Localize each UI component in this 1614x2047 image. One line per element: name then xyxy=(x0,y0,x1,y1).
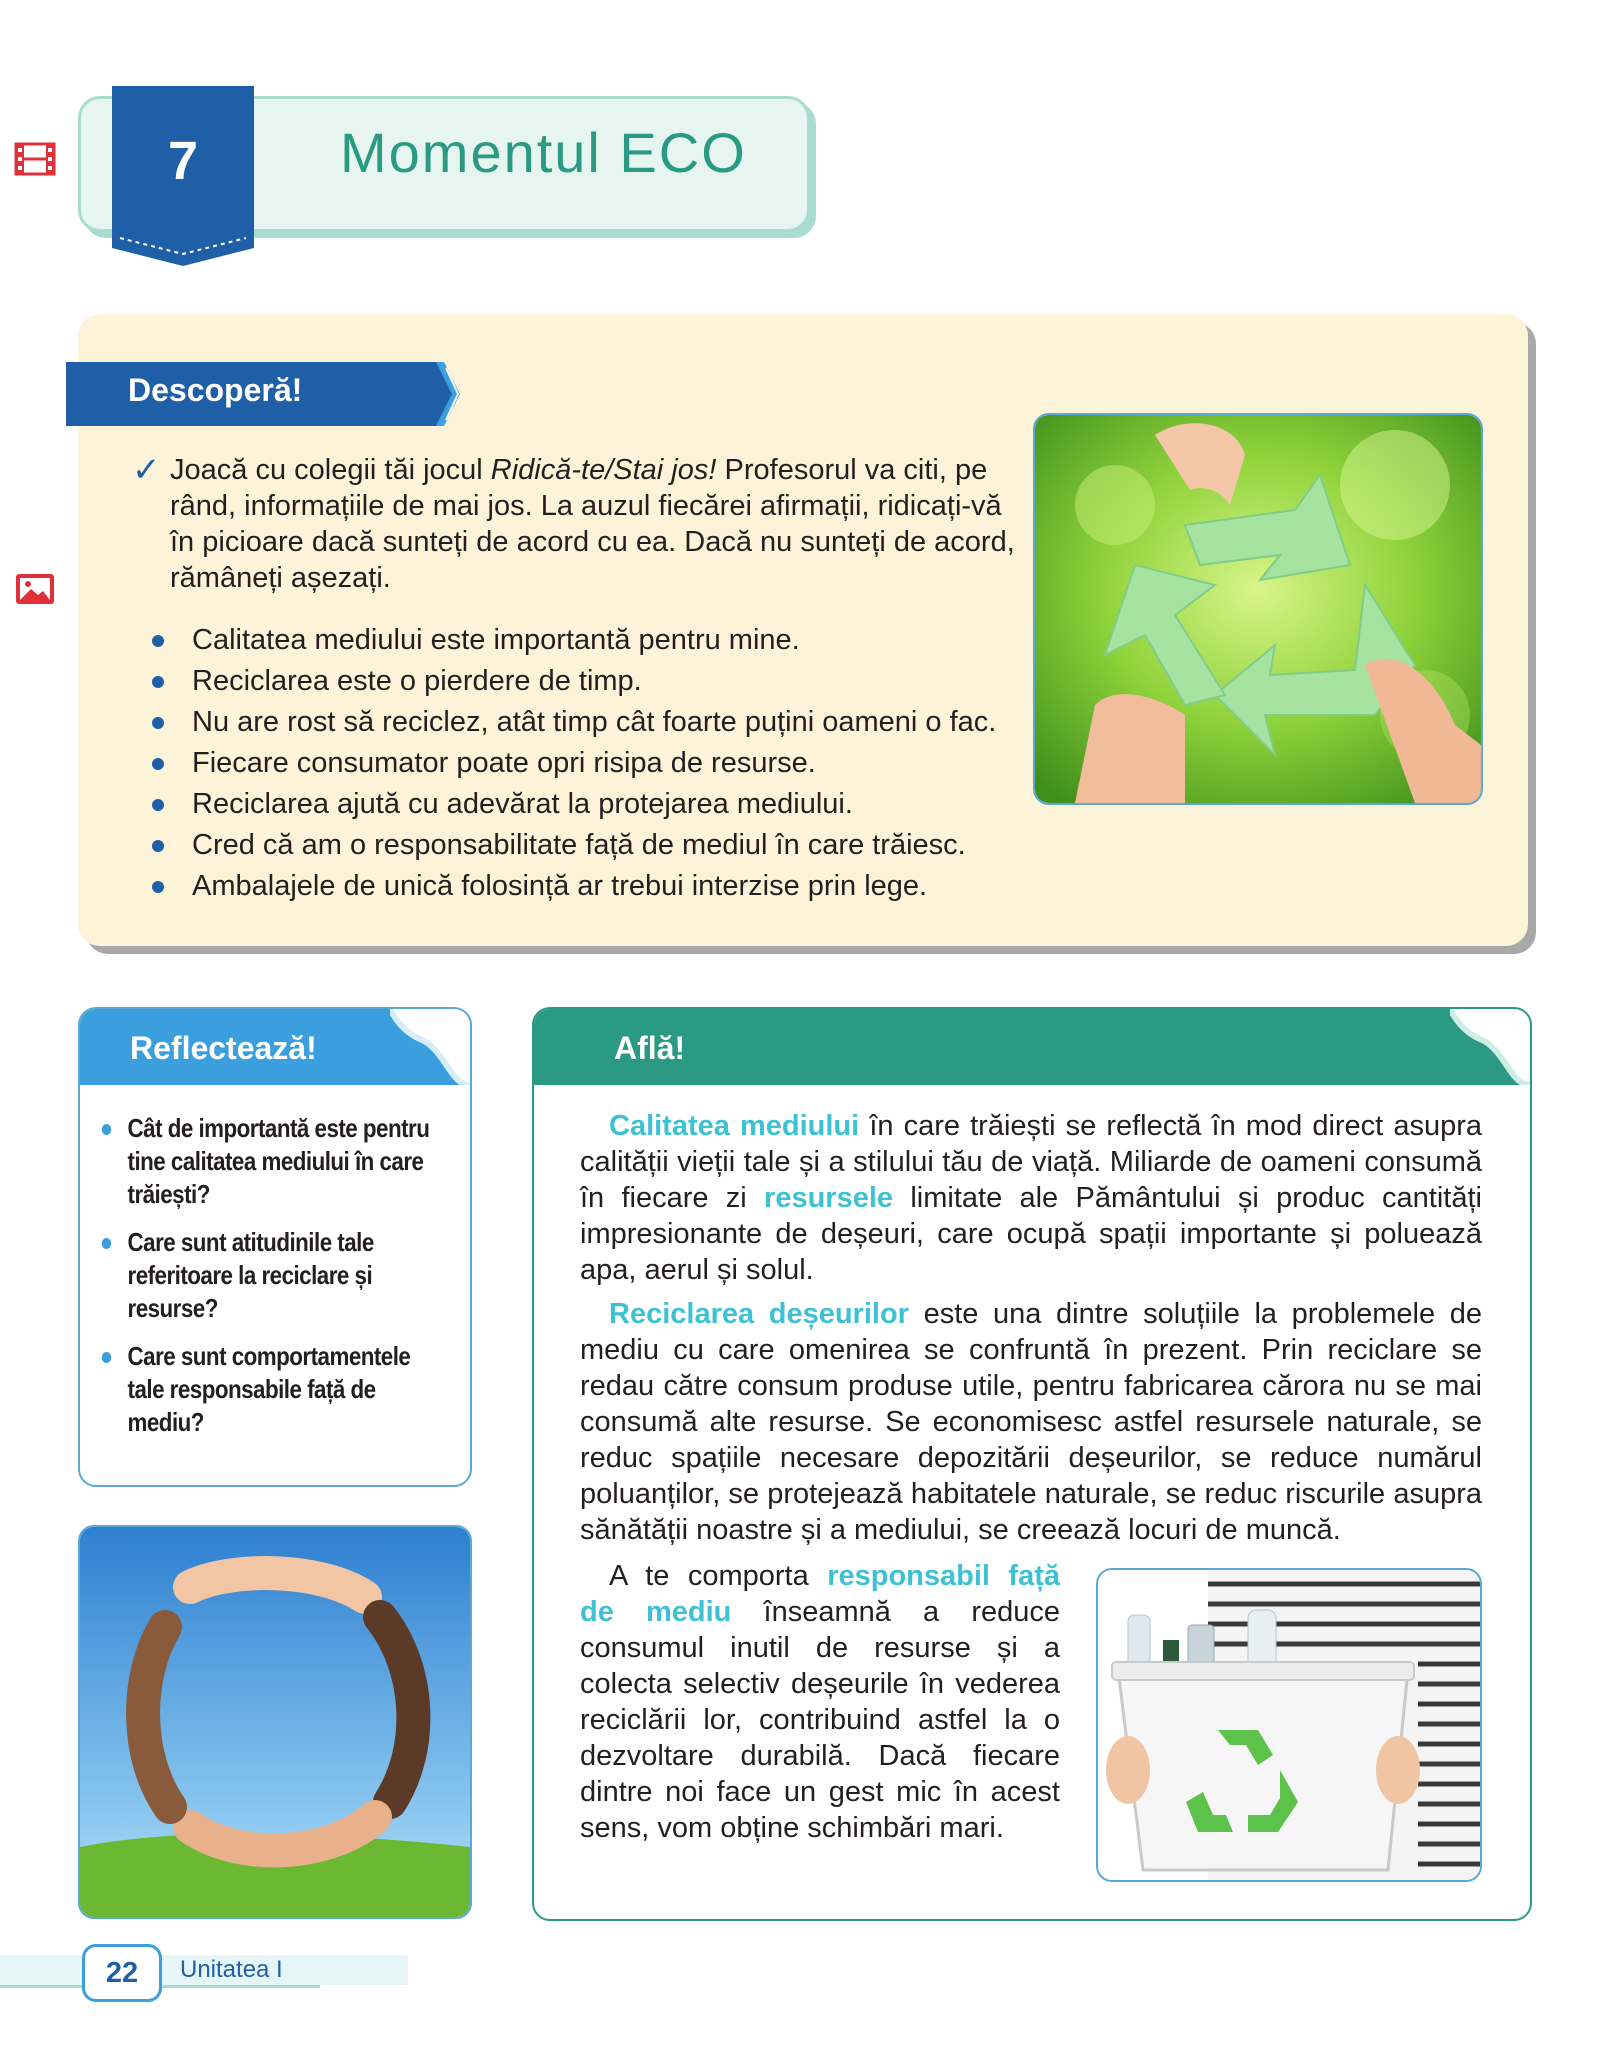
recycling-bin-photo xyxy=(1096,1568,1482,1882)
film-icon[interactable] xyxy=(14,142,56,176)
learn-paragraph-3: A te comporta responsabil față de mediu înseamnă a reduce consumul inutil de resurse și a colecta selectiv deșeurile în vederea reciclării lor, contribuind astfel la o dezvoltare durabilă. Dacă fiecare dintre noi face un gest mic în acest sens, vom obține schimbări mari. xyxy=(580,1560,1060,1844)
list-item: Cât de importantă este pentru tine calitatea mediului în care trăiești? xyxy=(100,1112,446,1211)
learn-label: Află! xyxy=(614,1030,686,1066)
lesson-number: 7 xyxy=(167,131,199,191)
list-item: Calitatea mediului este importantă pentru mine. xyxy=(150,620,1050,661)
checkmark-icon: ✓ xyxy=(132,451,161,489)
list-item: Reciclarea ajută cu adevărat la protejarea mediului. xyxy=(150,784,1050,825)
learn-paragraph-1: Calitatea mediului în care trăiești se reflectă în mod direct asupra calității vieții tale și a stilului tău de viață. Miliarde de oameni consumă în fiecare zi resursele limitate ale Pământului și produc cantități impresionante de deșeuri, care ocupă spații importante și poluează apa, aerul și solul. xyxy=(580,1110,1482,1286)
learn-paragraph-2: Reciclarea deșeurilor este una dintre soluțiile la problemele de mediu cu care omenirea se confruntă în prezent. Prin reciclare se redau către consum produse utile, pentru fabricarea cărora nu se mai consumă alte resurse. Se economisesc astfel resursele naturale, se reduc spațiile necesare depozitării deșeurilor, se reduce numărul poluanților, se protejează habitatele naturale, se reduc riscurile asupra sănătății noastre și a mediului, se creează locuri de muncă. xyxy=(580,1298,1483,1546)
list-item: Fiecare consumator poate opri risipa de resurse. xyxy=(150,743,1050,784)
list-item: Care sunt comportamentele tale responsabile față de mediu? xyxy=(100,1340,446,1439)
hands-circle-photo xyxy=(78,1525,472,1919)
reflect-questions xyxy=(100,1112,430,1454)
list-item: Ambalajele de unică folosință ar trebui interzise prin lege. xyxy=(150,866,1050,907)
list-item: Cred că am o responsabilitate față de mediul în care trăiesc. xyxy=(150,825,1050,866)
image-icon[interactable] xyxy=(14,572,56,606)
statements-list xyxy=(150,620,1050,907)
list-item: Care sunt atitudinile tale referitoare la reciclare și resurse? xyxy=(100,1226,446,1325)
unit-label: Unitatea I xyxy=(180,1956,283,1983)
lesson-title: Momentul ECO xyxy=(340,121,747,184)
page-number: 22 xyxy=(82,1944,162,2002)
list-item: Reciclarea este o pierdere de timp. xyxy=(150,661,1050,702)
reflect-label: Reflectează! xyxy=(130,1030,317,1066)
recycle-hands-photo xyxy=(1033,413,1483,805)
discover-label: Descoperă! xyxy=(128,372,303,408)
discover-task: ✓ Joacă cu colegii tăi jocul Ridică-te/Stai jos! Profesorul va citi, pe rând, informațiile de mai jos. La auzul fiecărei afirmații, ridicați-vă în picioare dacă sunteți de acord cu ea. Dacă nu sunteți de acord, rămâneți așezați. xyxy=(132,451,1015,594)
list-item: Nu are rost să reciclez, atât timp cât foarte puțini oameni o fac. xyxy=(150,702,1050,743)
